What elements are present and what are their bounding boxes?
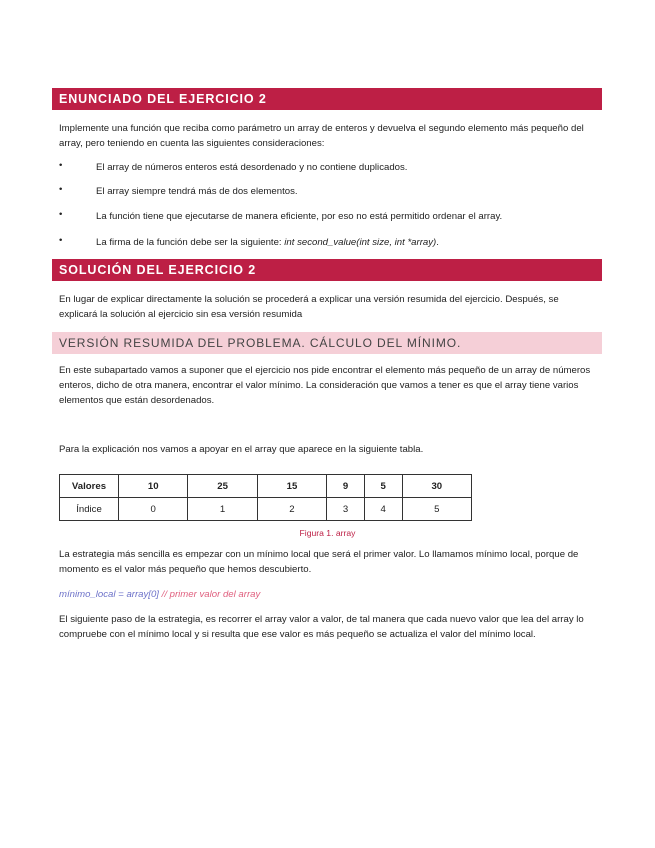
value-cell: 10 — [119, 475, 188, 498]
code-statement: mínimo_local = array[0] — [59, 589, 159, 600]
code-line — [59, 589, 260, 600]
index-cell: 5 — [402, 498, 471, 521]
table-row-indices — [60, 498, 472, 521]
signature-code: int second_value(int size, int *array) — [284, 237, 437, 248]
table-row-values — [60, 475, 472, 498]
solucion-intro: En lugar de explicar directamente la solución se procederá a explicar una versión resumida del ejercicio. Después, se explicará la solución al ejercicio sin esa versión resumida — [59, 294, 559, 320]
strategy-paragraph: La estrategia más sencilla es empezar con un mínimo local que será el primer valor. Lo llamamos mínimo local, porque de momento es el valor más pequeño que hemos descubierto. — [59, 549, 579, 575]
section-heading-solucion: SOLUCIÓN DEL EJERCICIO 2 — [52, 259, 602, 281]
bullet-marker: • — [59, 209, 63, 220]
index-cell: 3 — [327, 498, 365, 521]
index-cell: 1 — [188, 498, 257, 521]
value-cell: 25 — [188, 475, 257, 498]
value-cell: 5 — [364, 475, 402, 498]
subsection-heading: VERSIÓN RESUMIDA DEL PROBLEMA. CÁLCULO DEL MÍNIMO. — [52, 332, 602, 354]
figure-caption: Figura 1. array — [299, 528, 356, 538]
array-table — [59, 474, 472, 521]
table-intro-paragraph: Para la explicación nos vamos a apoyar en el array que aparece en la siguiente tabla. — [59, 444, 424, 455]
value-cell: 9 — [327, 475, 365, 498]
strategy-paragraph-2: El siguiente paso de la estrategia, es recorrer el array valor a valor, de tal manera que cada nuevo valor que lea del array lo compruebe con el mínimo local y si resulta que ese valor es más pequeño se actualiza el valor del mínimo local. — [59, 614, 584, 640]
bullet-marker: • — [59, 235, 63, 246]
signature-prefix: La firma de la función debe ser la siguiente: — [96, 237, 285, 248]
bullet-item: El array siempre tendrá más de dos elementos. — [96, 186, 298, 197]
bullet-item: La función tiene que ejecutarse de manera eficiente, por eso no está permitido ordenar el array. — [96, 211, 503, 222]
value-cell: 15 — [257, 475, 326, 498]
signature-suffix: . — [436, 237, 439, 248]
index-cell: 4 — [364, 498, 402, 521]
row-header-values: Valores — [60, 475, 119, 498]
bullet-marker: • — [59, 184, 63, 195]
index-cell: 2 — [257, 498, 326, 521]
value-cell: 30 — [402, 475, 471, 498]
row-header-index: Índice — [60, 498, 119, 521]
bullet-marker: • — [59, 160, 63, 171]
section-heading-enunciado: ENUNCIADO DEL EJERCICIO 2 — [52, 88, 602, 110]
enunciado-intro: Implemente una función que reciba como parámetro un array de enteros y devuelva el segundo elemento más pequeño del array, pero teniendo en cuenta las siguientes consideraciones: — [59, 123, 584, 149]
index-cell: 0 — [119, 498, 188, 521]
bullet-item: El array de números enteros está desordenado y no contiene duplicados. — [96, 162, 408, 173]
code-comment: // primer valor del array — [158, 589, 261, 600]
subsection-paragraph: En este subapartado vamos a suponer que el ejercicio nos pide encontrar el elemento más pequeño de un array de números enteros, dicho de otra manera, encontrar el valor mínimo. La consideración que vamos a tener es que el array tiene varios elementos que están desordenados. — [59, 365, 591, 406]
bullet-item-signature — [96, 235, 596, 250]
